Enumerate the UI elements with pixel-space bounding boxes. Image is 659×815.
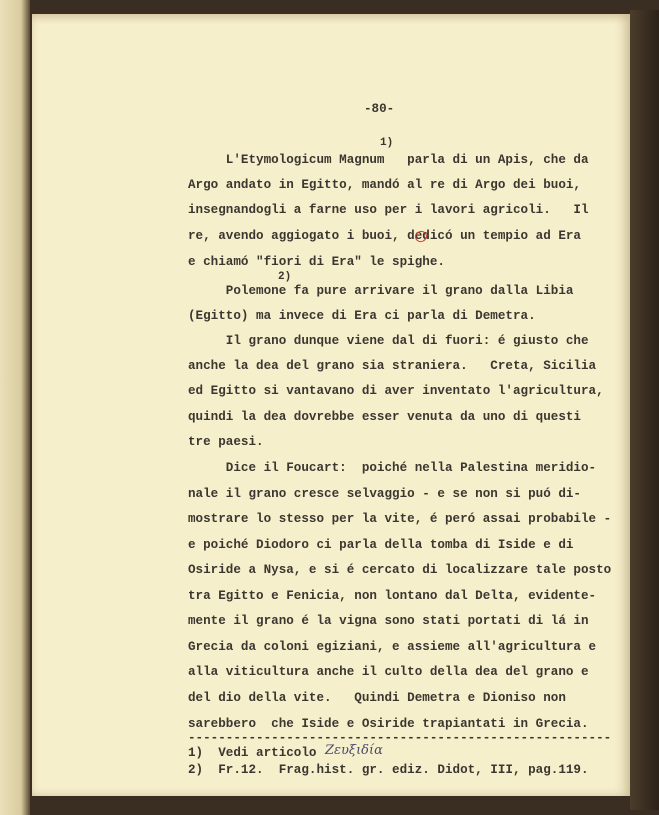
footnote-marker: 2) [278,271,292,283]
footnote-2: 2) Fr.12. Frag.hist. gr. ediz. Didot, III, pag.119. [188,763,589,777]
text-line: sarebbero che Iside e Osiride trapiantati in Grecia. [188,717,589,731]
text-line: quindi la dea dovrebbe esser venuta da uno di questi [188,410,581,424]
footnote-1: 1) Vedi articolo [188,746,317,760]
text-line: e chiamó "fiori di Era" le spighe. [188,255,445,269]
text-line: ed Egitto si vantavano di aver inventato l'agricultura, [188,384,604,398]
book-cover-edge [630,10,659,810]
footnote-marker: 1) [380,137,394,149]
text-line: e poiché Diodoro ci parla della tomba di Iside e di [188,538,574,552]
facing-page-edge [0,0,30,815]
text-line: Il grano dunque viene dal di fuori: é giusto che [188,334,589,348]
text-line: insegnandogli a farne uso per i lavori agricoli. Il [188,203,589,217]
text-line: tre paesi. [188,435,264,449]
text-line: Dice il Foucart: poiché nella Palestina meridio- [188,461,597,475]
text-line: Polemone fa pure arrivare il grano dalla Libia [188,284,574,298]
text-line: (Egitto) ma invece di Era ci parla di Demetra. [188,309,536,323]
text-line: anche la dea del grano sia straniera. Creta, Sicilia [188,359,597,373]
text-line: nale il grano cresce selvaggio - e se non si puó di- [188,487,581,501]
text-line: L'Etymologicum Magnum parla di un Apis, che da [188,153,589,167]
text-line: mente il grano é la vigna sono stati portati di lá in [188,614,589,628]
text-line: alla viticultura anche il culto della dea del grano e [188,665,589,679]
page-number: -80- [364,102,395,116]
text-line: Argo andato in Egitto, mandó al re di Argo dei buoi, [188,178,581,192]
text-line: Osiride a Nysa, e si é cercato di localizzare tale posto [188,563,612,577]
text-line: re, avendo aggiogato i buoi, dedicó un tempio ad Era [188,229,581,243]
text-line: Grecia da coloni egiziani, e assieme all'agricultura e [188,640,597,654]
text-line: mostrare lo stesso per la vite, é peró assai probabile - [188,512,612,526]
footnote-separator: -------------------------------------------------------- [188,731,612,745]
text-line: del dio della vite. Quindi Demetra e Dioniso non [188,691,566,705]
text-line: tra Egitto e Fenicia, non lontano dal Delta, evidente- [188,589,597,603]
footnote-1-handwritten: Ζευξιδία [325,743,383,758]
